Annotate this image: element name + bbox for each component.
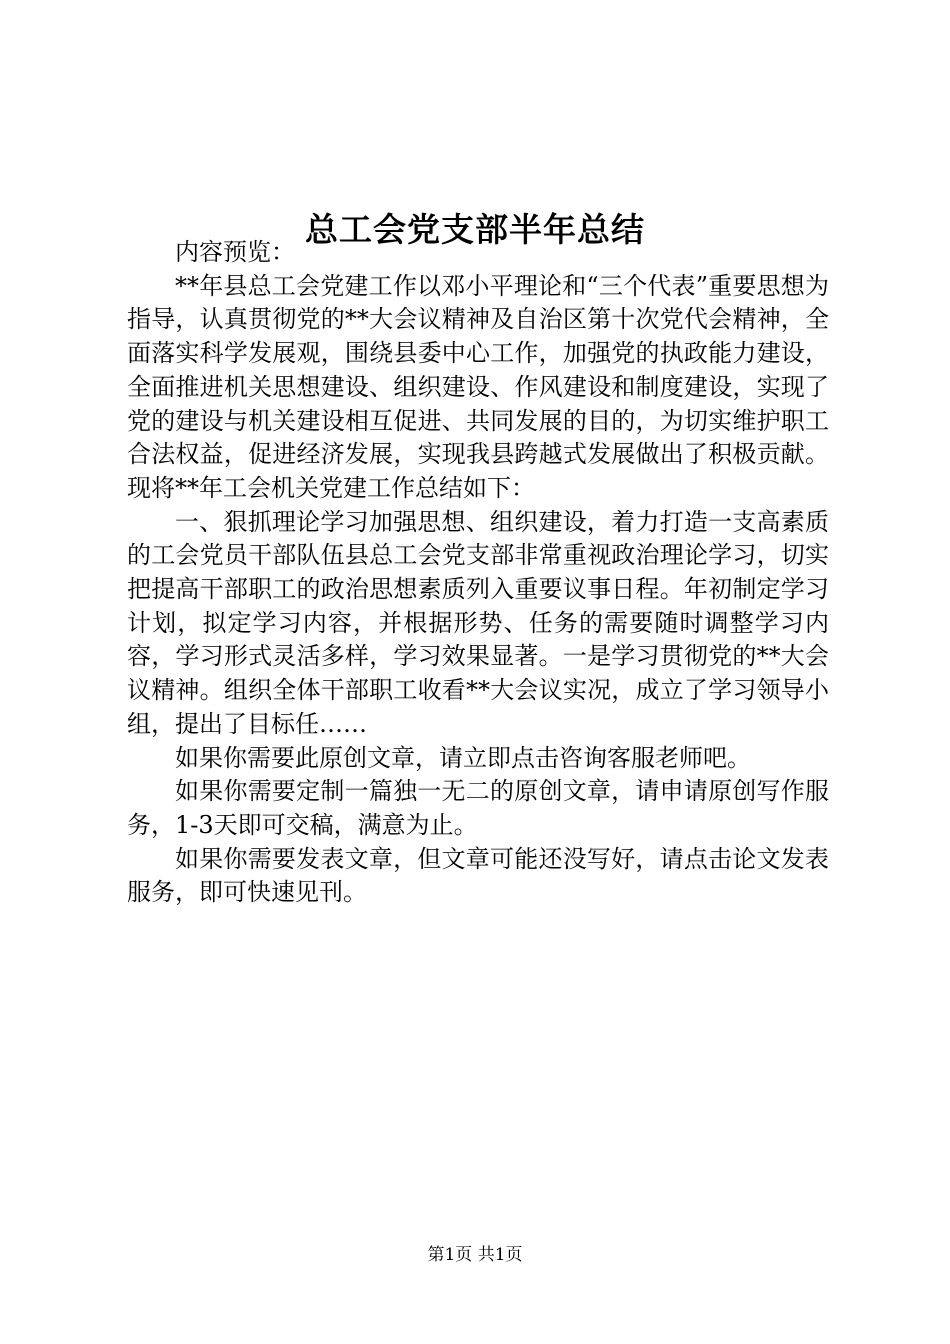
- paragraph-consult-link[interactable]: 如果你需要此原创文章，请立即点击咨询客服老师吧。: [175, 743, 751, 772]
- paragraph-custom-writing-link[interactable]: 如果你需要定制一篇独一无二的原创文章，请申请原创写作服务，1-3天即可交稿，满意为止。: [127, 777, 829, 839]
- document-body: [127, 236, 829, 910]
- preview-label: 内容预览：: [175, 238, 295, 266]
- paragraph-publish-link[interactable]: 如果你需要发表文章，但文章可能还没写好，请点击论文发表服务，即可快速见刊。: [127, 844, 829, 907]
- document-title: 总工会党支部半年总结: [305, 210, 645, 250]
- paragraph-section-one: 一、狠抓理论学习加强思想、组织建设，着力打造一支高素质的工会党员干部队伍县总工会党支部非常重视政治理论学习，切实把提高干部职工的政治思想素质列入重要议事日程。年初制定学习计划，拟定学习内容，并根据形势、任务的需要随时调整学习内容，学习形式灵活多样，学习效果显著。一是学习贯彻党的**大会议精神。组织全体干部职工收看**大会议实况，成立了学习领导小组，提出了目标任……: [127, 507, 829, 738]
- page-footer: 第1页 共1页: [427, 1245, 523, 1265]
- paragraph-intro: **年县总工会党建工作以邓小平理论和“三个代表”重要思想为指导，认真贯彻党的**大会议精神及自治区第十次党代会精神，全面落实科学发展观，围绕县委中心工作，加强党的执政能力建设，全面推进机关思想建设、组织建设、作风建设和制度建设，实现了党的建设与机关建设相互促进、共同发展的目的，为切实维护职工合法权益，促进经济发展，实现我县跨越式发展做出了积极贡献。现将**年工会机关党建工作总结如下：: [127, 271, 829, 502]
